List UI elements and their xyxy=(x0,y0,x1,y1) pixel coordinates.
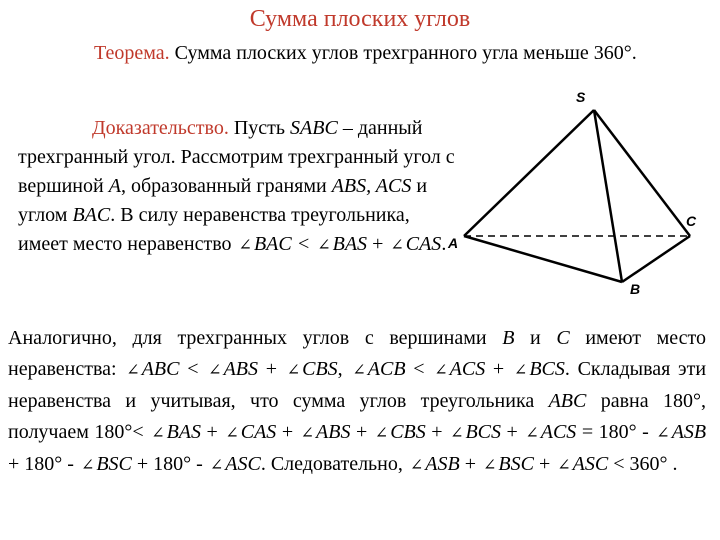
math-acs: ACS xyxy=(449,358,486,380)
math-asb: ASB xyxy=(671,421,707,443)
math-plus: + xyxy=(538,453,551,475)
angle-icon: ∠ xyxy=(390,237,404,254)
math-plus: + xyxy=(431,421,443,443)
edge-sc xyxy=(594,110,690,236)
trihedral-angle-figure xyxy=(446,86,714,308)
math-asc: ASC xyxy=(225,453,261,475)
math-plus: + xyxy=(492,358,505,380)
math-plus: + xyxy=(464,453,477,475)
edge-ab xyxy=(464,236,622,282)
math-plus180: + 180° - xyxy=(8,453,74,475)
theorem-label: Теорема. xyxy=(94,42,170,64)
math-b: B xyxy=(502,327,515,349)
angle-icon: ∠ xyxy=(374,425,389,442)
math-faces: ABS, ACS xyxy=(331,175,412,197)
proof-text: Пусть xyxy=(233,117,286,139)
math-ineq: CAS xyxy=(405,233,442,255)
angle-icon: ∠ xyxy=(80,457,95,474)
vertex-label-s: S xyxy=(576,89,586,105)
math-c: C xyxy=(556,327,570,349)
theorem-statement xyxy=(12,38,702,68)
angle-icon: ∠ xyxy=(409,457,424,474)
math-sabc: SABC xyxy=(290,117,338,139)
angle-icon: ∠ xyxy=(483,457,497,474)
math-bsc: BSC xyxy=(96,453,132,475)
math-eq: = 180° - xyxy=(581,421,649,443)
para-text: < 360° . xyxy=(613,453,678,475)
angle-icon: ∠ xyxy=(225,425,239,442)
math-cas: CAS xyxy=(240,421,277,443)
angle-icon: ∠ xyxy=(513,362,528,379)
angle-icon: ∠ xyxy=(525,425,539,442)
math-abs: ABS xyxy=(223,358,259,380)
math-bcs: BCS xyxy=(529,358,565,380)
proof-text: . В силу неравенства треугольника, имеет место неравенство xyxy=(18,204,410,255)
theorem-text: Сумма плоских углов трехгранного угла меньше 360°. xyxy=(174,42,637,64)
proof-text: – данный трехгранный угол. Рассмотрим трехгранный угол с вершиной xyxy=(18,117,455,197)
math-cbs: CBS xyxy=(302,358,338,380)
para-text: равна 180°, получаем 180°< xyxy=(8,390,706,443)
proof-text: и углом xyxy=(18,175,428,226)
para-text: . Следовательно, xyxy=(260,453,403,475)
math-lt: < xyxy=(187,358,199,380)
proof-block xyxy=(18,114,458,260)
angle-icon: ∠ xyxy=(317,237,331,254)
para-text: . Складывая эти неравенства и учитывая, что сумма углов треугольника xyxy=(8,358,707,412)
vertex-label-c: C xyxy=(686,213,697,229)
angle-icon: ∠ xyxy=(434,362,448,379)
angle-icon: ∠ xyxy=(450,425,464,442)
math-lt: < xyxy=(413,358,425,380)
angle-icon: ∠ xyxy=(300,425,315,442)
angle-icon: ∠ xyxy=(151,425,165,442)
math-acb: ACB xyxy=(367,358,406,380)
math-asb: ASB xyxy=(425,453,460,475)
angle-icon: ∠ xyxy=(126,362,140,379)
math-plus: + xyxy=(206,421,218,443)
math-ineq: BAC < xyxy=(253,233,311,255)
para-text: и xyxy=(530,327,541,349)
math-plus: + xyxy=(372,233,384,255)
angle-icon: ∠ xyxy=(286,362,301,379)
math-cbs: CBS xyxy=(390,421,426,443)
math-a: A xyxy=(108,175,121,197)
angle-icon: ∠ xyxy=(656,425,670,442)
slide-title: Сумма плоских углов xyxy=(249,6,471,32)
math-asc: ASC xyxy=(572,453,609,475)
math-plus: + xyxy=(281,421,294,443)
main-paragraph xyxy=(8,323,706,481)
para-text: имеют место неравенства: xyxy=(8,327,707,380)
math-plus: + xyxy=(355,421,368,443)
math-plus: + xyxy=(506,421,518,443)
math-bas: BAS xyxy=(166,421,202,443)
edge-sa xyxy=(464,110,594,236)
edge-sb xyxy=(594,110,622,282)
edge-bc xyxy=(622,236,690,282)
math-abc: ABC xyxy=(548,390,587,412)
math-bac: BAC xyxy=(72,204,111,226)
math-ineq: BAS xyxy=(332,233,368,255)
math-plus180: + 180° - xyxy=(136,453,203,475)
angle-icon: ∠ xyxy=(352,362,366,379)
proof-text: , образованный гранями xyxy=(120,175,327,197)
math-comma: , xyxy=(337,358,343,380)
math-abc: ABC xyxy=(141,358,180,380)
angle-icon: ∠ xyxy=(209,457,224,474)
para-text: Аналогично, для трехгранных углов с вершинами xyxy=(8,327,487,349)
angle-icon: ∠ xyxy=(238,237,252,254)
angle-icon: ∠ xyxy=(208,362,222,379)
math-abs: ABS xyxy=(316,421,351,443)
angle-icon: ∠ xyxy=(557,457,571,474)
math-bsc: BSC xyxy=(498,453,534,475)
vertex-label-a: A xyxy=(448,235,459,251)
vertex-label-b: B xyxy=(630,281,641,297)
math-bcs: BCS xyxy=(465,421,502,443)
proof-label: Доказательство. xyxy=(92,117,229,139)
math-plus: + xyxy=(265,358,277,380)
math-period: . xyxy=(441,233,447,255)
math-acs: ACS xyxy=(540,421,577,443)
